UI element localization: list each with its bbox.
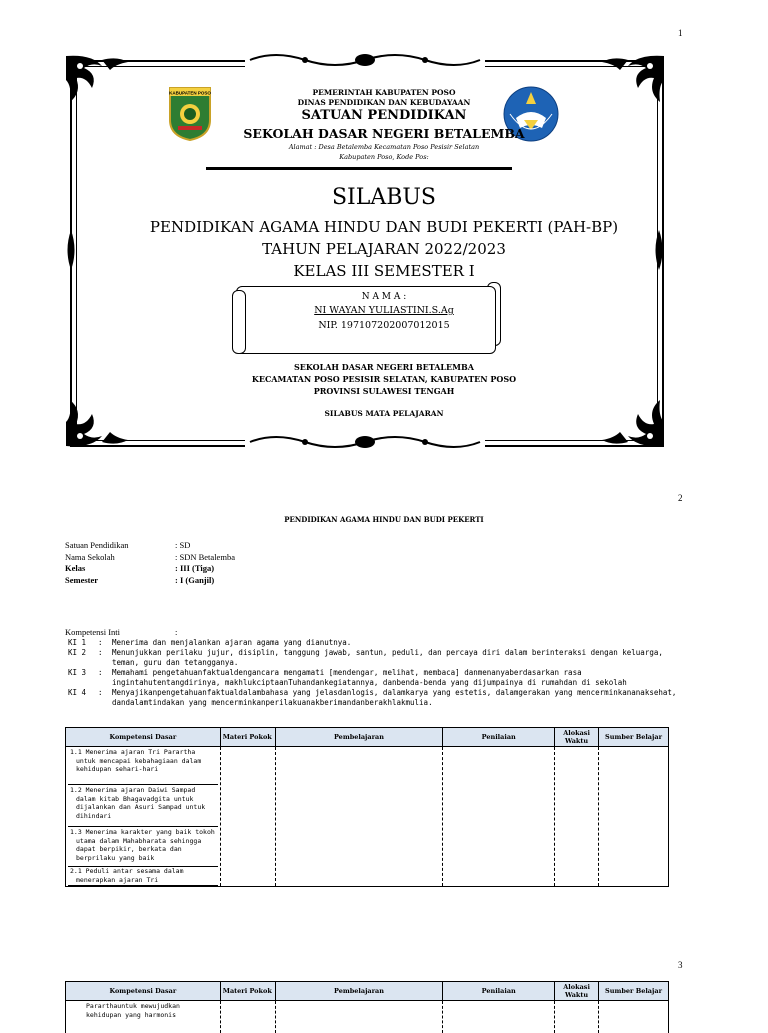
header-divider xyxy=(206,167,512,170)
sumber-cell xyxy=(599,747,669,887)
info-row xyxy=(65,575,235,587)
ki-text: Menunjukkan perilaku jujur, disiplin, tanggung jawab, santun, peduli, dan percaya diri dalam berinteraksi dengan keluarga, teman, guru dan tetangganya. xyxy=(112,648,678,668)
info-row xyxy=(65,552,235,564)
header-government: PEMERINTAH KABUPATEN POSO xyxy=(0,88,768,97)
page-number: 2 xyxy=(678,493,683,503)
table-header-row xyxy=(66,982,669,1001)
corner-ornament-bottom-right xyxy=(598,392,668,450)
col-header: Alokasi Waktu xyxy=(555,982,599,1001)
logo-text: KABUPATEN POSO xyxy=(169,91,211,96)
ki-code: KI 2 xyxy=(68,648,98,668)
materi-cell xyxy=(220,1001,275,1033)
sumber-cell xyxy=(599,1001,669,1033)
header-address-line2: Kabupaten Poso, Kode Pos: xyxy=(0,153,768,161)
col-header: Pembelajaran xyxy=(275,728,443,747)
table-header-row xyxy=(66,728,669,747)
ki-code: KI 4 xyxy=(68,688,98,708)
col-header: Materi Pokok xyxy=(220,982,275,1001)
ki-item xyxy=(68,638,678,648)
ki-text: Menerima dan menjalankan ajaran agama yang dianutnya. xyxy=(112,638,351,648)
kd-item: 1.1 Menerima ajaran Tri Parartha untuk mencapai kebahagiaan dalam kehidupan sehari-hari xyxy=(68,747,218,785)
kd-item: 1.2 Menerima ajaran Daiwi Sampad dalam kitab Bhagavadgita untuk dijalankan dan Asuri Sampad untuk dihindari xyxy=(68,785,218,827)
info-row xyxy=(65,540,235,552)
info-label: Semester xyxy=(65,575,175,587)
ki-code: KI 1 xyxy=(68,638,98,648)
materi-cell xyxy=(220,747,275,887)
ki-item xyxy=(68,668,678,688)
cover-subject: PENDIDIKAN AGAMA HINDU DAN BUDI PEKERTI (PAH-BP) xyxy=(0,218,768,236)
alokasi-cell xyxy=(555,1001,599,1033)
top-center-ornament xyxy=(245,50,485,70)
ki-sep: : xyxy=(98,638,112,648)
kd-item: 1.3 Menerima karakter yang baik tokoh utama dalam Mahabharata sehingga dapat berpikir, berkata dan berprilaku yang baik xyxy=(68,827,218,867)
header-address-line1: Alamat : Desa Betalemba Kecamatan Poso Pesisir Selatan xyxy=(0,143,768,151)
col-header: Kompetensi Dasar xyxy=(66,728,221,747)
ki-colon: : xyxy=(175,627,177,637)
col-header: Pembelajaran xyxy=(275,982,443,1001)
info-value: : SD xyxy=(175,540,190,550)
name-label: N A M A : xyxy=(0,292,768,302)
page2-heading: PENDIDIKAN AGAMA HINDU DAN BUDI PEKERTI xyxy=(0,515,768,524)
info-row xyxy=(65,563,235,575)
ki-sep: : xyxy=(98,688,112,708)
footer-syllabus: SILABUS MATA PELAJARAN xyxy=(0,409,768,418)
ki-text: Menyajikanpengetahuanfaktualdalambahasa yang jelasdanlogis, dalamkarya yang estetis, dalamgerakan yang mencerminkananaksehat, dandalamtindakan yang mencerminkanperilakuanakberimandanberakhlakmulia. xyxy=(112,688,678,708)
table-row xyxy=(66,747,669,887)
table-row xyxy=(66,1001,669,1033)
teacher-name: NI WAYAN YULIASTINI.S.Ag xyxy=(0,305,768,316)
kd-cell xyxy=(66,747,221,887)
col-header: Materi Pokok xyxy=(220,728,275,747)
info-label: Satuan Pendidikan xyxy=(65,540,175,552)
alokasi-cell xyxy=(555,747,599,887)
col-header: Penilaian xyxy=(443,728,555,747)
cover-class: KELAS III SEMESTER I xyxy=(0,262,768,280)
header-department: DINAS PENDIDIKAN DAN KEBUDAYAAN xyxy=(0,98,768,107)
cover-year: TAHUN PELAJARAN 2022/2023 xyxy=(0,240,768,258)
syllabus-table-continued xyxy=(65,981,669,1033)
info-value: : I (Ganjil) xyxy=(175,575,214,585)
footer-school: SEKOLAH DASAR NEGERI BETALEMBA xyxy=(0,362,768,372)
corner-ornament-bottom-left xyxy=(62,392,132,450)
penilaian-cell xyxy=(443,1001,555,1033)
col-header: Alokasi Waktu xyxy=(555,728,599,747)
ki-item xyxy=(68,688,678,708)
header-unit: SATUAN PENDIDIKAN xyxy=(0,108,768,123)
page-number: 3 xyxy=(678,960,683,970)
col-header: Penilaian xyxy=(443,982,555,1001)
school-info xyxy=(65,540,235,586)
info-label: Nama Sekolah xyxy=(65,552,175,564)
pembelajaran-cell xyxy=(275,747,443,887)
kd-cell: Pararthauntuk mewujudkan kehidupan yang harmonis xyxy=(66,1001,221,1033)
teacher-nip: NIP. 197107202007012015 xyxy=(0,320,768,331)
header-school: SEKOLAH DASAR NEGERI BETALEMBA xyxy=(0,126,768,141)
col-header: Sumber Belajar xyxy=(599,982,669,1001)
ki-text: Memahami pengetahuanfaktualdengancara mengamati [mendengar, melihat, membaca] danmenanyaberdasarkan rasa ingintahutentangdirinya, makhlukciptaanTuhandankegiatannya, danbenda-benda yang dijumpainya di rumahdan di sekolah xyxy=(112,668,678,688)
col-header: Kompetensi Dasar xyxy=(66,982,221,1001)
ki-title: Kompetensi Inti xyxy=(65,627,175,637)
pembelajaran-cell xyxy=(275,1001,443,1033)
ki-item xyxy=(68,648,678,668)
ki-list xyxy=(68,638,678,708)
footer-district: KECAMATAN POSO PESISIR SELATAN, KABUPATEN POSO xyxy=(0,374,768,384)
cover-title: SILABUS xyxy=(0,185,768,210)
col-header: Sumber Belajar xyxy=(599,728,669,747)
syllabus-table xyxy=(65,727,669,887)
info-value: : SDN Betalemba xyxy=(175,552,235,562)
info-label: Kelas xyxy=(65,563,175,575)
ki-code: KI 3 xyxy=(68,668,98,688)
kd-item: 2.1 Peduli antar sesama dalam menerapkan ajaran Tri xyxy=(68,867,218,886)
ki-sep: : xyxy=(98,648,112,668)
penilaian-cell xyxy=(443,747,555,887)
info-value: : III (Tiga) xyxy=(175,563,214,573)
ki-sep: : xyxy=(98,668,112,688)
bottom-center-ornament xyxy=(245,432,485,452)
page-number: 1 xyxy=(678,28,683,38)
footer-province: PROVINSI SULAWESI TENGAH xyxy=(0,386,768,396)
ki-title-row xyxy=(65,627,177,637)
